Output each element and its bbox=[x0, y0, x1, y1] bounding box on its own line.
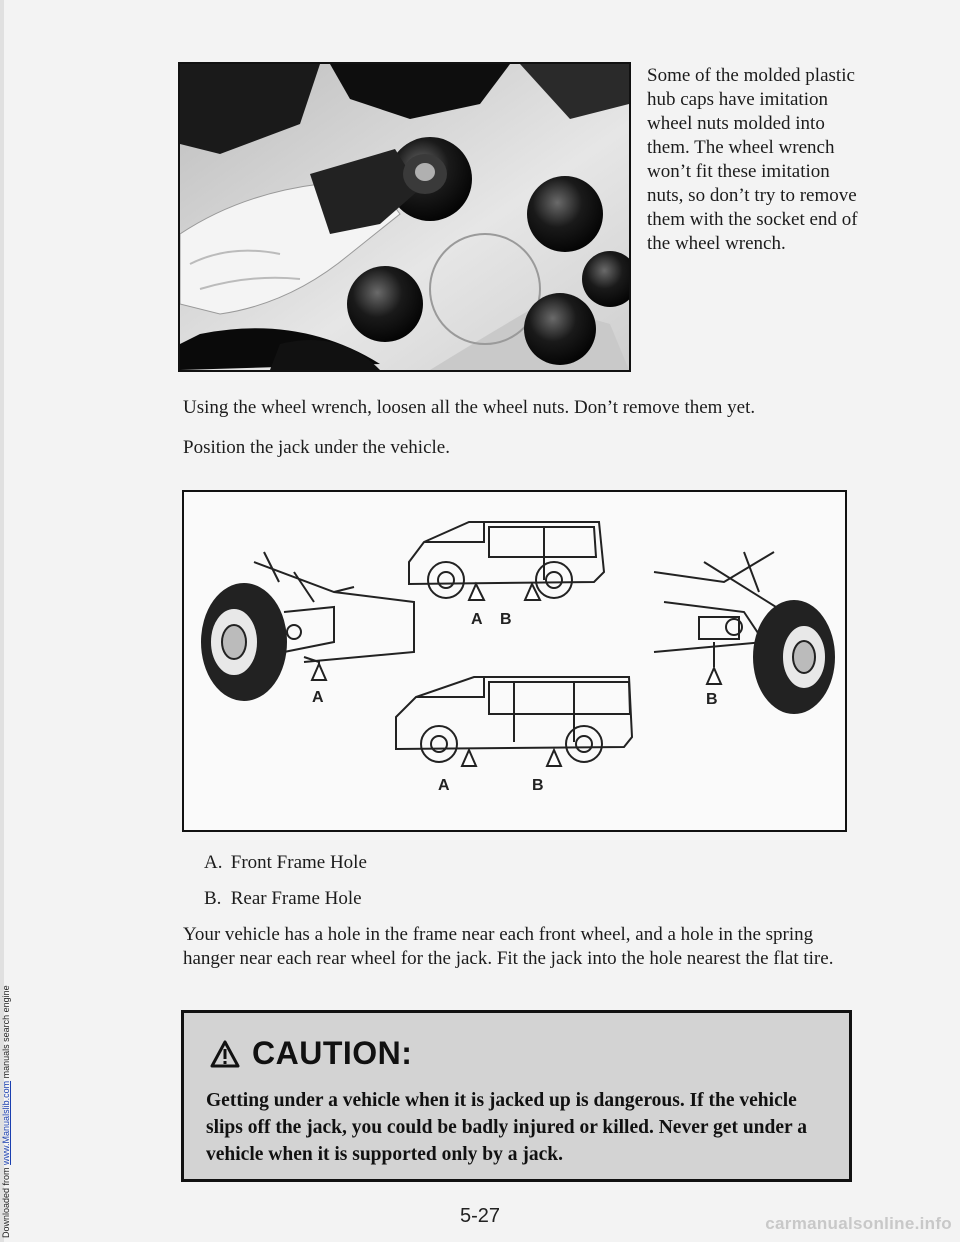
legend-letter: A. bbox=[204, 852, 223, 873]
download-watermark bbox=[0, 0, 12, 1242]
caution-heading bbox=[210, 1035, 412, 1072]
rear-hole-label-b: B bbox=[706, 691, 718, 708]
loosen-nuts-paragraph: Using the wheel wrench, loosen all the wheel nuts. Don’t remove them yet. bbox=[183, 397, 756, 418]
manualslib-link[interactable]: www.Manualslib.com bbox=[1, 1080, 11, 1165]
watermark-prefix: Downloaded from bbox=[1, 1164, 11, 1238]
carmanuals-watermark: carmanualsonline.info bbox=[765, 1214, 952, 1233]
rear-wheel-illustration bbox=[654, 552, 834, 713]
watermark-suffix: manuals search engine bbox=[1, 985, 11, 1081]
short-vehicle-illustration bbox=[409, 522, 604, 600]
short-vehicle-label-b: B bbox=[500, 611, 512, 628]
jack-position-diagram bbox=[182, 490, 847, 832]
page-number: 5-27 bbox=[459, 1205, 501, 1227]
front-wheel-illustration bbox=[202, 552, 414, 700]
short-vehicle-label-a: A bbox=[471, 611, 483, 628]
legend-item-b bbox=[204, 887, 362, 911]
front-hole-label-a: A bbox=[312, 689, 324, 706]
legend-letter: B. bbox=[204, 888, 222, 909]
caution-title: CAUTION: bbox=[252, 1035, 413, 1071]
legend-text: Rear Frame Hole bbox=[230, 888, 362, 909]
long-vehicle-illustration bbox=[396, 677, 632, 766]
frame-hole-paragraph: Your vehicle has a hole in the frame near each front wheel, and a hole in the spring hanger near each rear wheel for the jack. Fit the jack into the hole nearest the flat tire. bbox=[183, 924, 834, 969]
warning-triangle-icon bbox=[210, 1040, 240, 1068]
hubcap-photo bbox=[178, 62, 631, 372]
legend-text: Front Frame Hole bbox=[230, 852, 367, 873]
legend-item-a bbox=[204, 851, 367, 875]
hubcap-caption: Some of the molded plastic hub caps have imitation wheel nuts molded into them. The wheel wrench won’t fit these imitation nuts, so don’t try to remove them with the socket end of the wheel wrench. bbox=[647, 65, 858, 254]
caution-box bbox=[181, 1010, 852, 1182]
photo-caption-block bbox=[647, 64, 862, 256]
caution-text: Getting under a vehicle when it is jacked up is dangerous. If the vehicle slips off the jack, you could be badly injured or killed. Never get under a vehicle when it is supported only by a jack. bbox=[206, 1090, 807, 1165]
long-vehicle-label-a: A bbox=[438, 777, 450, 794]
position-jack-paragraph: Position the jack under the vehicle. bbox=[183, 437, 450, 458]
long-vehicle-label-b: B bbox=[532, 777, 544, 794]
